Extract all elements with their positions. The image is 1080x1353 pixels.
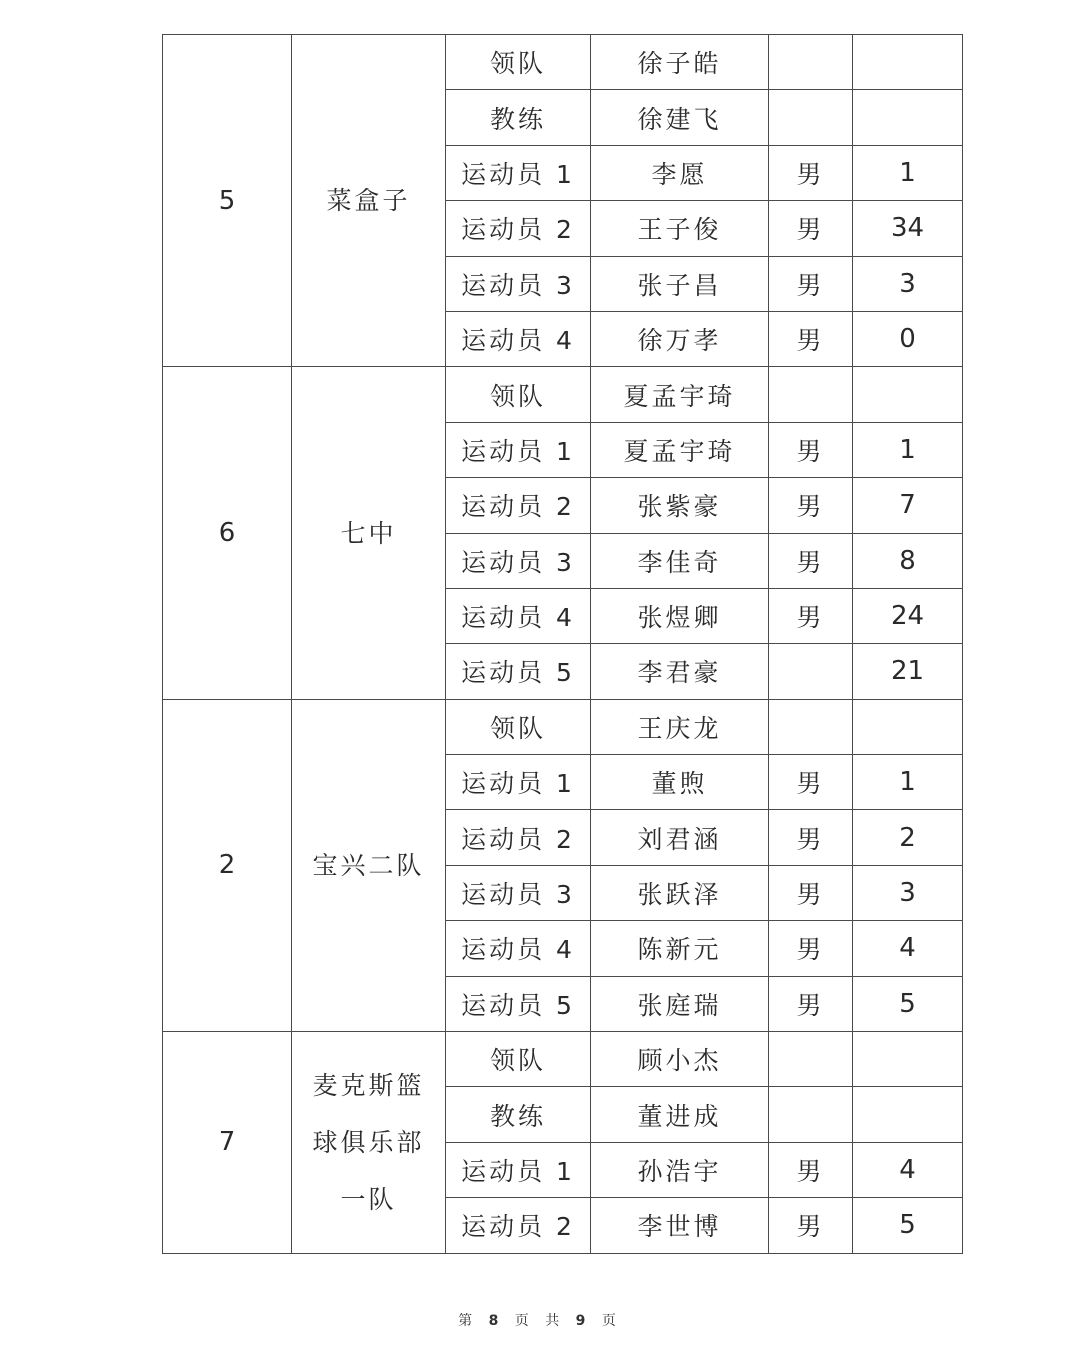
team-number: 5 — [163, 35, 292, 367]
table-row — [163, 699, 963, 754]
role-cell: 领队 — [446, 35, 591, 90]
role-cell: 运动员 2 — [446, 478, 591, 533]
gender-cell: 男 — [769, 201, 853, 256]
role-cell: 运动员 1 — [446, 422, 591, 477]
role-cell: 领队 — [446, 367, 591, 422]
role-cell: 运动员 2 — [446, 201, 591, 256]
gender-cell — [769, 644, 853, 699]
jersey-number-cell: 0 — [853, 311, 963, 366]
jersey-number-cell: 34 — [853, 201, 963, 256]
team-name-line: 麦克斯篮 — [312, 1070, 425, 1100]
gender-cell — [769, 35, 853, 90]
footer-middle: 页 共 — [514, 1313, 566, 1329]
team-number: 6 — [163, 367, 292, 699]
jersey-number-cell — [853, 1032, 963, 1087]
role-cell: 运动员 1 — [446, 755, 591, 810]
gender-cell: 男 — [769, 478, 853, 533]
jersey-number-cell: 4 — [853, 921, 963, 976]
team-name-line: 宝兴二队 — [312, 850, 425, 880]
member-name-cell: 张煜卿 — [591, 588, 769, 643]
jersey-number-cell: 3 — [853, 256, 963, 311]
gender-cell: 男 — [769, 533, 853, 588]
member-name-cell: 董煦 — [591, 755, 769, 810]
gender-cell — [769, 1087, 853, 1142]
team-name-line: 七中 — [340, 518, 397, 548]
team-name-line: 一队 — [340, 1184, 397, 1214]
gender-cell: 男 — [769, 976, 853, 1031]
role-cell: 运动员 5 — [446, 976, 591, 1031]
roster-body — [163, 35, 963, 1254]
footer-suffix: 页 — [601, 1313, 622, 1329]
role-cell: 教练 — [446, 1087, 591, 1142]
role-cell: 教练 — [446, 90, 591, 145]
jersey-number-cell — [853, 699, 963, 754]
team-name-line: 球俱乐部 — [312, 1127, 425, 1157]
team-name — [292, 1032, 446, 1254]
team-name — [292, 367, 446, 699]
jersey-number-cell: 1 — [853, 755, 963, 810]
gender-cell — [769, 90, 853, 145]
member-name-cell: 陈新元 — [591, 921, 769, 976]
jersey-number-cell: 2 — [853, 810, 963, 865]
jersey-number-cell: 1 — [853, 422, 963, 477]
gender-cell — [769, 1032, 853, 1087]
role-cell: 运动员 3 — [446, 865, 591, 920]
jersey-number-cell: 5 — [853, 976, 963, 1031]
role-cell: 运动员 1 — [446, 145, 591, 200]
role-cell: 领队 — [446, 699, 591, 754]
member-name-cell: 张跃泽 — [591, 865, 769, 920]
member-name-cell: 李愿 — [591, 145, 769, 200]
jersey-number-cell: 4 — [853, 1142, 963, 1197]
member-name-cell: 夏孟宇琦 — [591, 422, 769, 477]
table-row — [163, 1032, 963, 1087]
gender-cell: 男 — [769, 1142, 853, 1197]
footer-page-number: 8 — [488, 1313, 505, 1329]
role-cell: 运动员 2 — [446, 1198, 591, 1253]
gender-cell: 男 — [769, 921, 853, 976]
jersey-number-cell — [853, 367, 963, 422]
jersey-number-cell: 8 — [853, 533, 963, 588]
jersey-number-cell: 24 — [853, 588, 963, 643]
member-name-cell: 李君豪 — [591, 644, 769, 699]
role-cell: 领队 — [446, 1032, 591, 1087]
team-number: 2 — [163, 699, 292, 1031]
gender-cell — [769, 367, 853, 422]
member-name-cell: 董进成 — [591, 1087, 769, 1142]
role-cell: 运动员 4 — [446, 588, 591, 643]
member-name-cell: 张庭瑞 — [591, 976, 769, 1031]
jersey-number-cell: 5 — [853, 1198, 963, 1253]
member-name-cell: 夏孟宇琦 — [591, 367, 769, 422]
team-name-line: 菜盒子 — [326, 186, 411, 216]
member-name-cell: 李世博 — [591, 1198, 769, 1253]
jersey-number-cell: 1 — [853, 145, 963, 200]
member-name-cell: 王子俊 — [591, 201, 769, 256]
jersey-number-cell: 7 — [853, 478, 963, 533]
footer-total-pages: 9 — [575, 1313, 592, 1329]
team-number: 7 — [163, 1032, 292, 1254]
gender-cell: 男 — [769, 755, 853, 810]
role-cell: 运动员 3 — [446, 256, 591, 311]
jersey-number-cell: 21 — [853, 644, 963, 699]
gender-cell: 男 — [769, 1198, 853, 1253]
role-cell: 运动员 2 — [446, 810, 591, 865]
team-name — [292, 699, 446, 1031]
member-name-cell: 孙浩宇 — [591, 1142, 769, 1197]
gender-cell: 男 — [769, 422, 853, 477]
jersey-number-cell: 3 — [853, 865, 963, 920]
gender-cell: 男 — [769, 256, 853, 311]
footer-prefix: 第 — [458, 1313, 479, 1329]
member-name-cell: 李佳奇 — [591, 533, 769, 588]
role-cell: 运动员 4 — [446, 921, 591, 976]
table-row — [163, 367, 963, 422]
page-footer — [0, 1310, 1080, 1330]
member-name-cell: 徐子皓 — [591, 35, 769, 90]
jersey-number-cell — [853, 1087, 963, 1142]
jersey-number-cell — [853, 90, 963, 145]
role-cell: 运动员 5 — [446, 644, 591, 699]
member-name-cell: 徐建飞 — [591, 90, 769, 145]
gender-cell: 男 — [769, 810, 853, 865]
member-name-cell: 刘君涵 — [591, 810, 769, 865]
gender-cell: 男 — [769, 865, 853, 920]
member-name-cell: 徐万孝 — [591, 311, 769, 366]
gender-cell — [769, 699, 853, 754]
role-cell: 运动员 4 — [446, 311, 591, 366]
gender-cell: 男 — [769, 311, 853, 366]
member-name-cell: 张子昌 — [591, 256, 769, 311]
roster-table — [162, 34, 963, 1254]
gender-cell: 男 — [769, 588, 853, 643]
member-name-cell: 顾小杰 — [591, 1032, 769, 1087]
role-cell: 运动员 3 — [446, 533, 591, 588]
team-name — [292, 35, 446, 367]
gender-cell: 男 — [769, 145, 853, 200]
table-row — [163, 35, 963, 90]
jersey-number-cell — [853, 35, 963, 90]
role-cell: 运动员 1 — [446, 1142, 591, 1197]
member-name-cell: 张紫豪 — [591, 478, 769, 533]
member-name-cell: 王庆龙 — [591, 699, 769, 754]
